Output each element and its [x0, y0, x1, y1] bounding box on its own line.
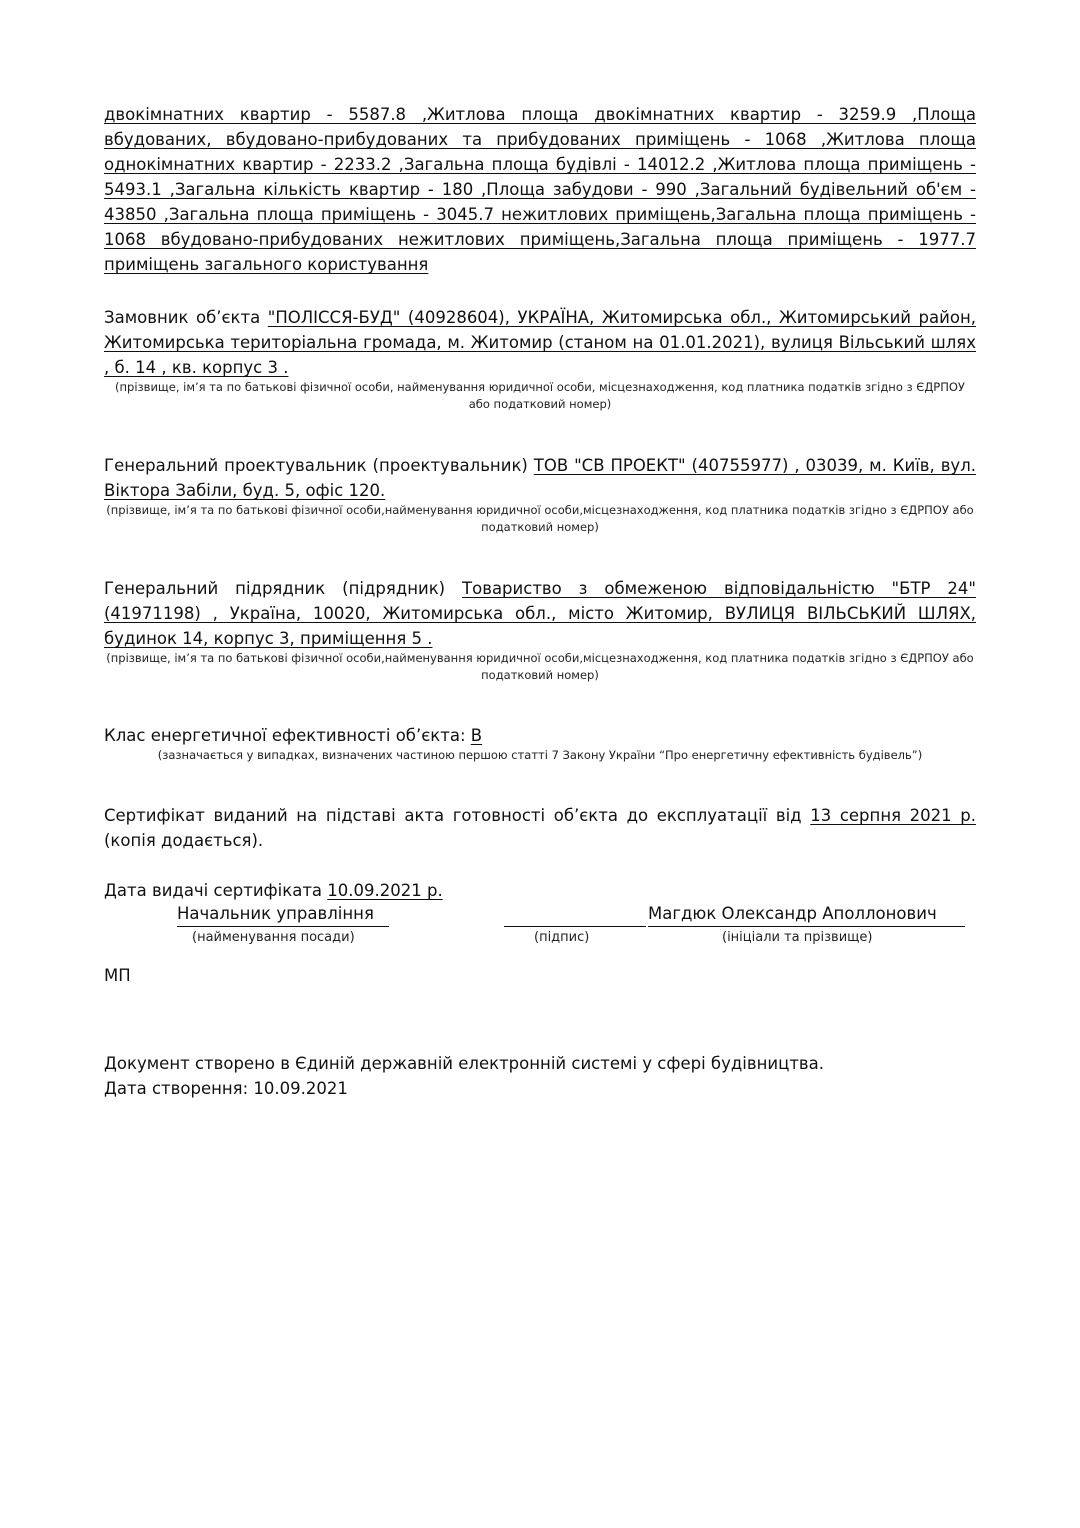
footer-line-2: Дата створення: 10.09.2021: [104, 1079, 348, 1098]
energy-caption: (зазначається у випадках, визначених частиною першою статті 7 Закону України “Про енергетичну ефективність будівель”): [157, 748, 923, 762]
footer-block: [104, 1051, 976, 1101]
issue-block: [104, 878, 976, 903]
certificate-block: [104, 803, 976, 853]
contractor-caption: (прізвище, ім’я та по батькові фізичної особи,найменування юридичної особи,місцезнаходження, код платника податків згідно з ЄДРПОУ або податковий номер): [106, 651, 974, 682]
contractor-label: Генеральний підрядник (підрядник): [104, 579, 446, 598]
sign-caption: (підпис): [534, 930, 590, 945]
designer-caption-block: [104, 502, 976, 536]
characteristics-text: двокімнатних квартир - 5587.8 ,Житлова площа двокімнатних квартир - 3259.9 ,Площа вбудованих, вбудовано-прибудованих та прибудованих приміщень - 1068 ,Житлова площа однокімнатних квартир - 2233.2 ,Загальна площа будівлі - 14012.2 ,Житлова площа приміщень - 5493.1 ,Загальна кількість квартир - 180 ,Площа забудови - 990 ,Загальний будівельний об'єм - 43850 ,Загальна площа приміщень - 3045.7 нежитлових приміщень,Загальна площа приміщень - 1068 вбудовано-прибудованих нежитлових приміщень,Загальна площа приміщень - 1977.7 приміщень загального користування: [104, 105, 976, 274]
certificate-date: 13 серпня 2021 р.: [810, 806, 976, 825]
energy-caption-block: [104, 747, 976, 764]
issue-label: Дата видачі сертифіката: [104, 881, 323, 900]
footer-line-1: Документ створено в Єдиній державній електронній системі у сфері будівництва.: [104, 1054, 825, 1073]
name-caption: (ініціали та прізвище): [722, 930, 873, 945]
contractor-block: [104, 576, 976, 651]
contractor-value: Товариство з обмеженою відповідальністю "БТР 24" (41971198) , Україна, 10020, Житомирська обл., місто Житомир, ВУЛИЦЯ ВІЛЬСЬКИЙ ШЛЯХ, будинок 14, корпус 3, приміщення 5 .: [104, 579, 976, 648]
customer-caption: (прізвище, ім’я та по батькові фізичної особи, найменування юридичної особи, місцезнаходження, код платника податків згідно з ЄДРПОУ або податковий номер): [115, 380, 965, 411]
energy-block: [104, 723, 976, 748]
position-underline: [177, 926, 389, 927]
characteristics-block: [104, 102, 976, 277]
customer-caption-block: [104, 379, 976, 413]
designer-caption: (прізвище, ім’я та по батькові фізичної особи,найменування юридичної особи,місцезнаходження, код платника податків згідно з ЄДРПОУ або податковий номер): [106, 503, 974, 534]
designer-value: ТОВ "СВ ПРОЕКТ" (40755977) , 03039, м. Київ, вул. Віктора Забіли, буд. 5, офіс 120.: [104, 456, 976, 500]
customer-block: [104, 305, 976, 380]
energy-label: Клас енергетичної ефективності об’єкта:: [104, 726, 466, 745]
signature-name: Магдюк Олександр Аполлонович: [648, 904, 937, 923]
contractor-caption-block: [104, 650, 976, 684]
signature-row: [104, 904, 976, 928]
designer-block: [104, 453, 976, 503]
stamp-label: МП: [104, 966, 131, 985]
signature-position: Начальник управління: [177, 904, 374, 923]
signature-line: [504, 926, 646, 927]
position-caption: (найменування посади): [192, 930, 355, 945]
customer-value: "ПОЛІССЯ-БУД" (40928604), УКРАЇНА, Житомирська обл., Житомирський район, Житомирська територіальна громада, м. Житомир (станом на 01.01.2021), вулиця Вільський шлях , б. 14 , кв. корпус 3 .: [104, 308, 976, 377]
customer-label: Замовник об’єкта: [104, 308, 261, 327]
energy-value: B: [470, 726, 483, 745]
designer-label: Генеральний проектувальник (проектувальник): [104, 456, 528, 475]
certificate-text: Сертифікат виданий на підставі акта готовності об’єкта до експлуатації від: [104, 806, 802, 825]
certificate-suffix: (копія додається).: [104, 831, 264, 850]
stamp-block: [104, 963, 976, 988]
name-underline: [648, 926, 965, 927]
issue-date: 10.09.2021 р.: [327, 881, 443, 900]
